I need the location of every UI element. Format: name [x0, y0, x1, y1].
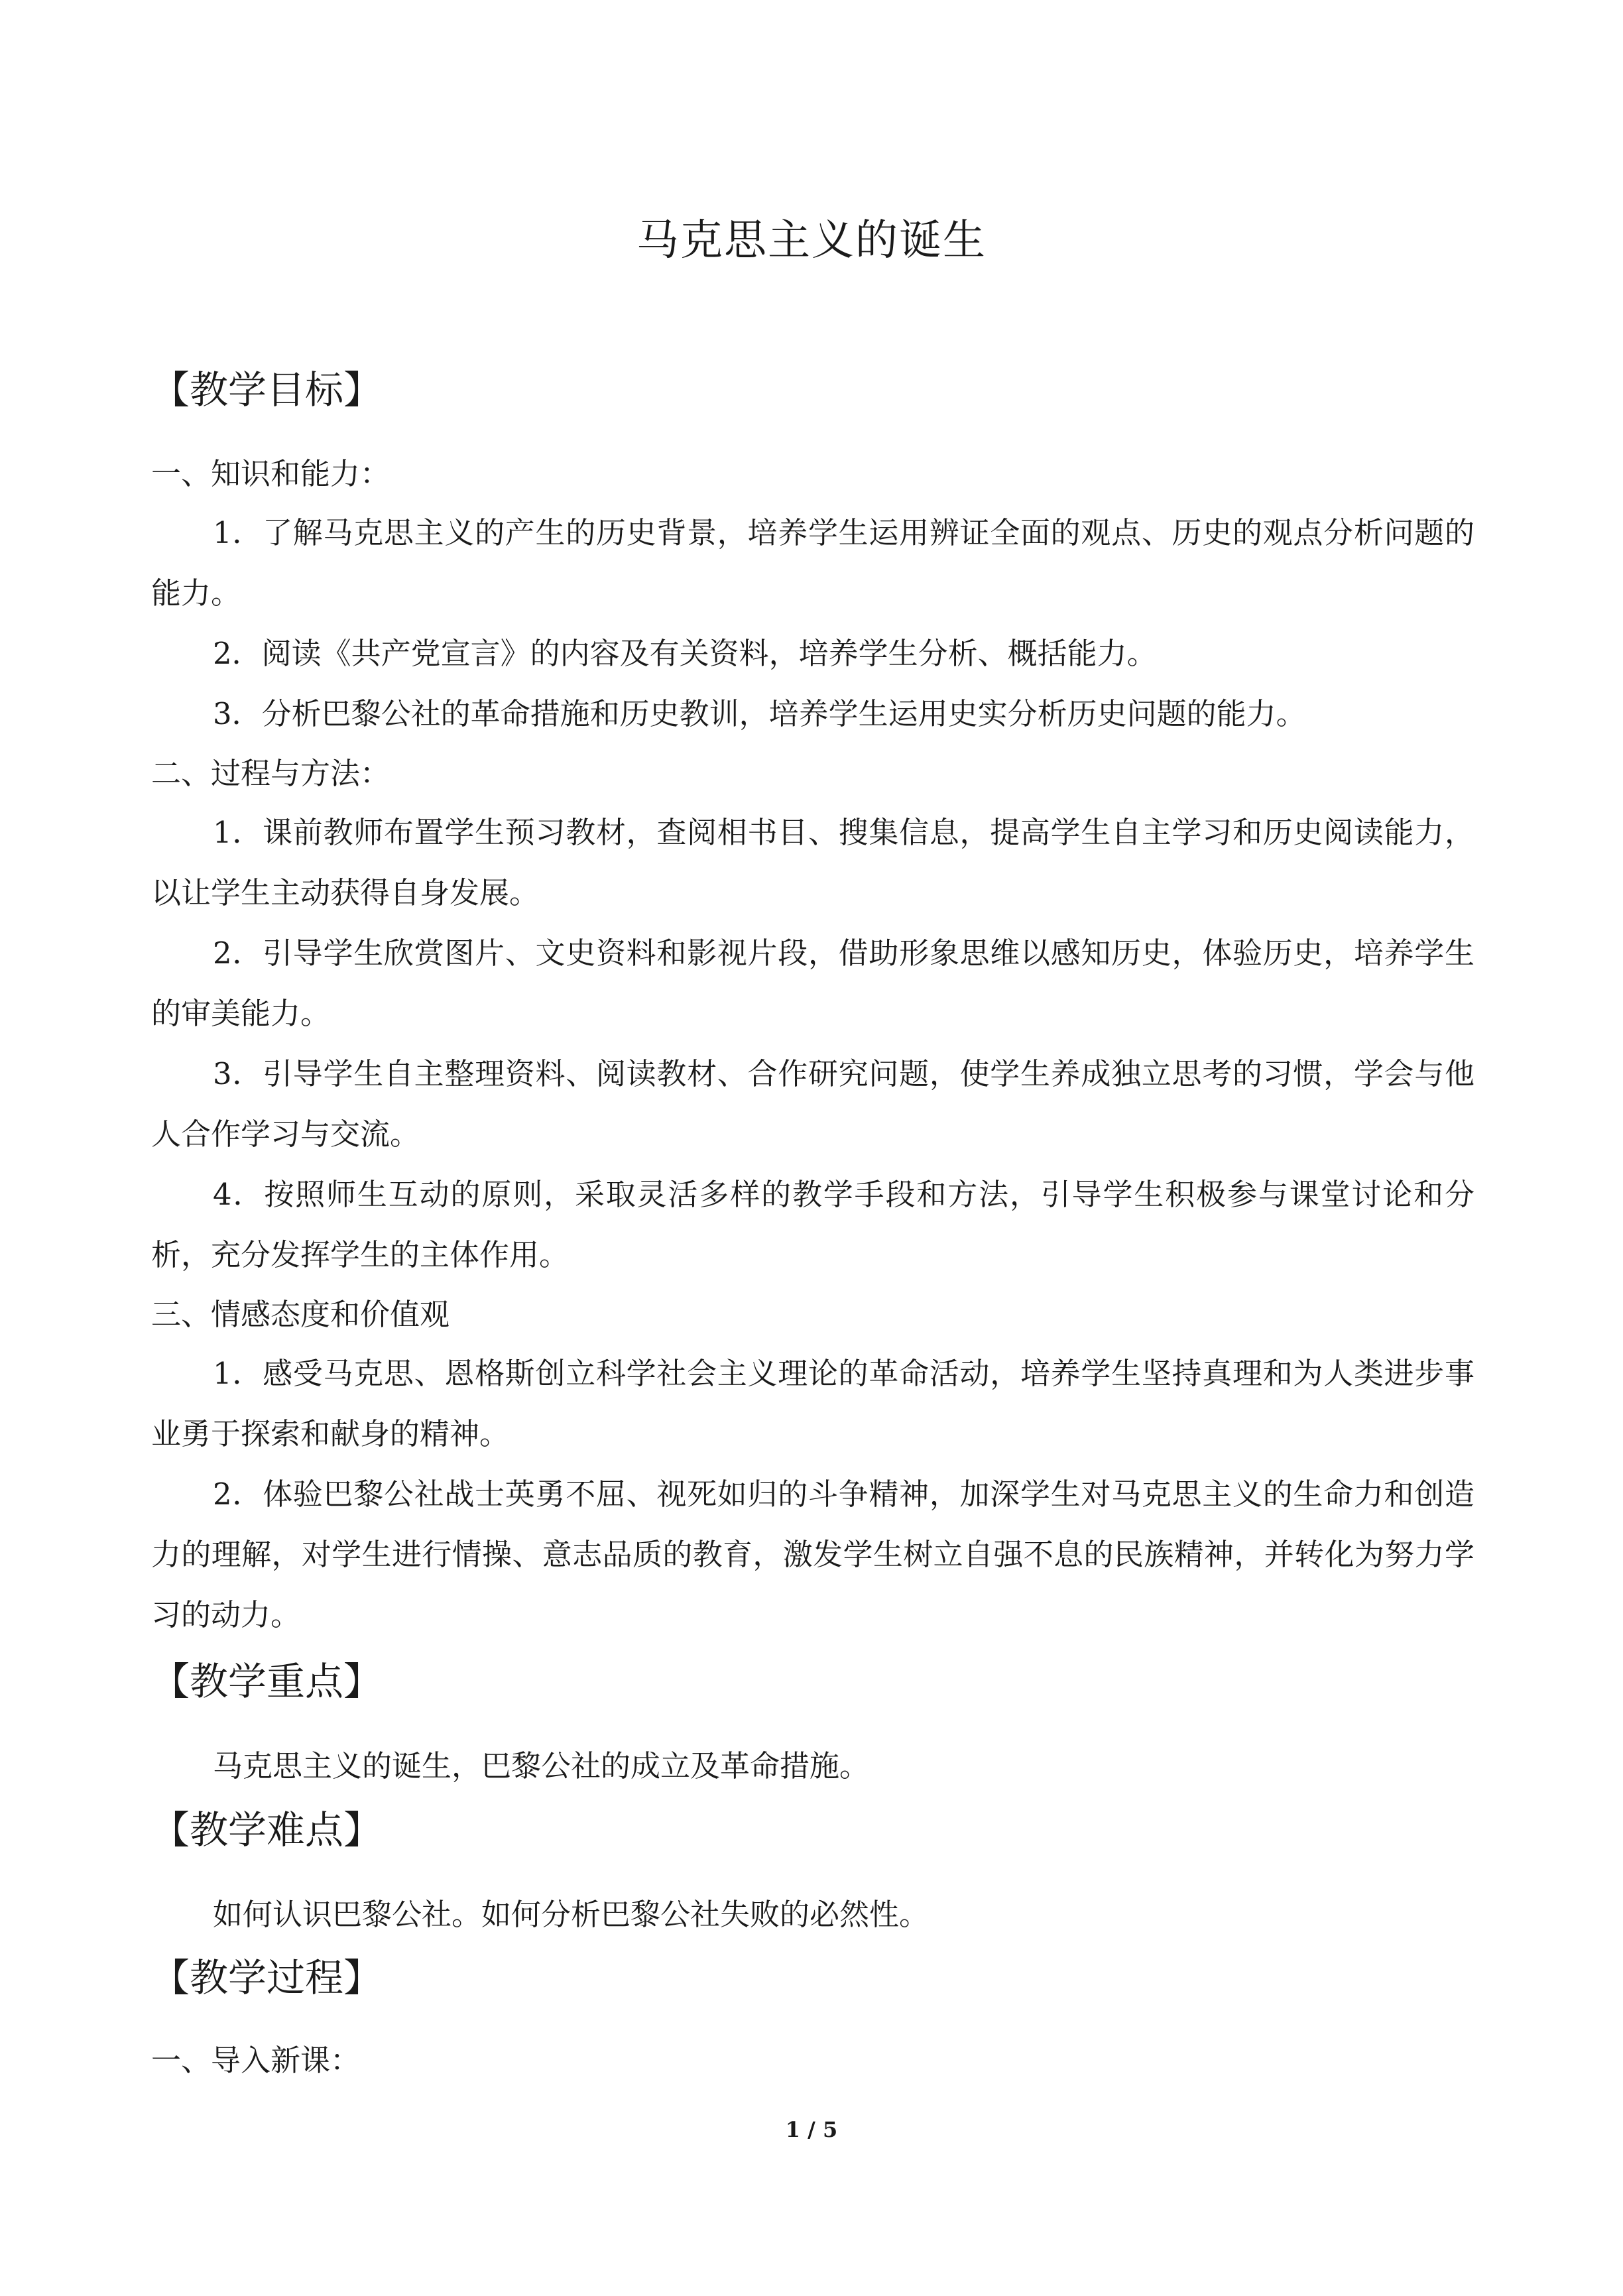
- section-heading-objectives: 【教学目标】: [151, 367, 383, 412]
- objective-method-1: 1．课前教师布置学生预习教材，查阅相书目、搜集信息，提高学生自主学习和历史阅读能力，以让学生主动获得自身发展。: [151, 815, 1474, 910]
- key-points-text: 马克思主义的诞生，巴黎公社的成立及革命措施。: [213, 1748, 870, 1783]
- objective-knowledge-2: 2．阅读《共产党宣言》的内容及有关资料，培养学生分析、概括能力。: [213, 636, 1157, 671]
- objective-knowledge-3: 3．分析巴黎公社的革命措施和历史教训，培养学生运用史实分析历史问题的能力。: [213, 696, 1306, 731]
- objective-method-4: 4．按照师生互动的原则，采取灵活多样的教学手段和方法，引导学生积极参与课堂讨论和分析，充分发挥学生的主体作用。: [151, 1177, 1474, 1272]
- subheading-introduction: 一、导入新课：: [151, 2043, 361, 2078]
- subheading-values: 三、情感态度和价值观: [151, 1297, 450, 1332]
- section-heading-difficulties: 【教学难点】: [151, 1807, 383, 1852]
- objective-values-2: 2．体验巴黎公社战士英勇不屈、视死如归的斗争精神，加深学生对马克思主义的生命力和创造力的理解，对学生进行情操、意志品质的教育，激发学生树立自强不息的民族精神，并转化为努力学习的动力。: [151, 1477, 1474, 1632]
- objective-values-1: 1．感受马克思、恩格斯创立科学社会主义理论的革命活动，培养学生坚持真理和为人类进步事业勇于探索和献身的精神。: [151, 1356, 1474, 1451]
- difficulties-text: 如何认识巴黎公社。如何分析巴黎公社失败的必然性。: [213, 1897, 930, 1932]
- objective-knowledge-1: 1．了解马克思主义的产生的历史背景，培养学生运用辨证全面的观点、历史的观点分析问题的能力。: [151, 515, 1474, 611]
- objective-method-3: 3．引导学生自主整理资料、阅读教材、合作研究问题，使学生养成独立思考的习惯，学会与他人合作学习与交流。: [151, 1056, 1474, 1152]
- objective-method-2: 2．引导学生欣赏图片、文史资料和影视片段，借助形象思维以感知历史，体验历史，培养学生的审美能力。: [151, 936, 1474, 1031]
- page-number: 1 / 5: [785, 2117, 838, 2142]
- subheading-knowledge: 一、知识和能力：: [151, 456, 391, 491]
- page-title: 马克思主义的诞生: [636, 216, 987, 265]
- subheading-method: 二、过程与方法：: [151, 756, 391, 791]
- section-heading-process: 【教学过程】: [151, 1955, 383, 2000]
- section-heading-key-points: 【教学重点】: [151, 1659, 383, 1704]
